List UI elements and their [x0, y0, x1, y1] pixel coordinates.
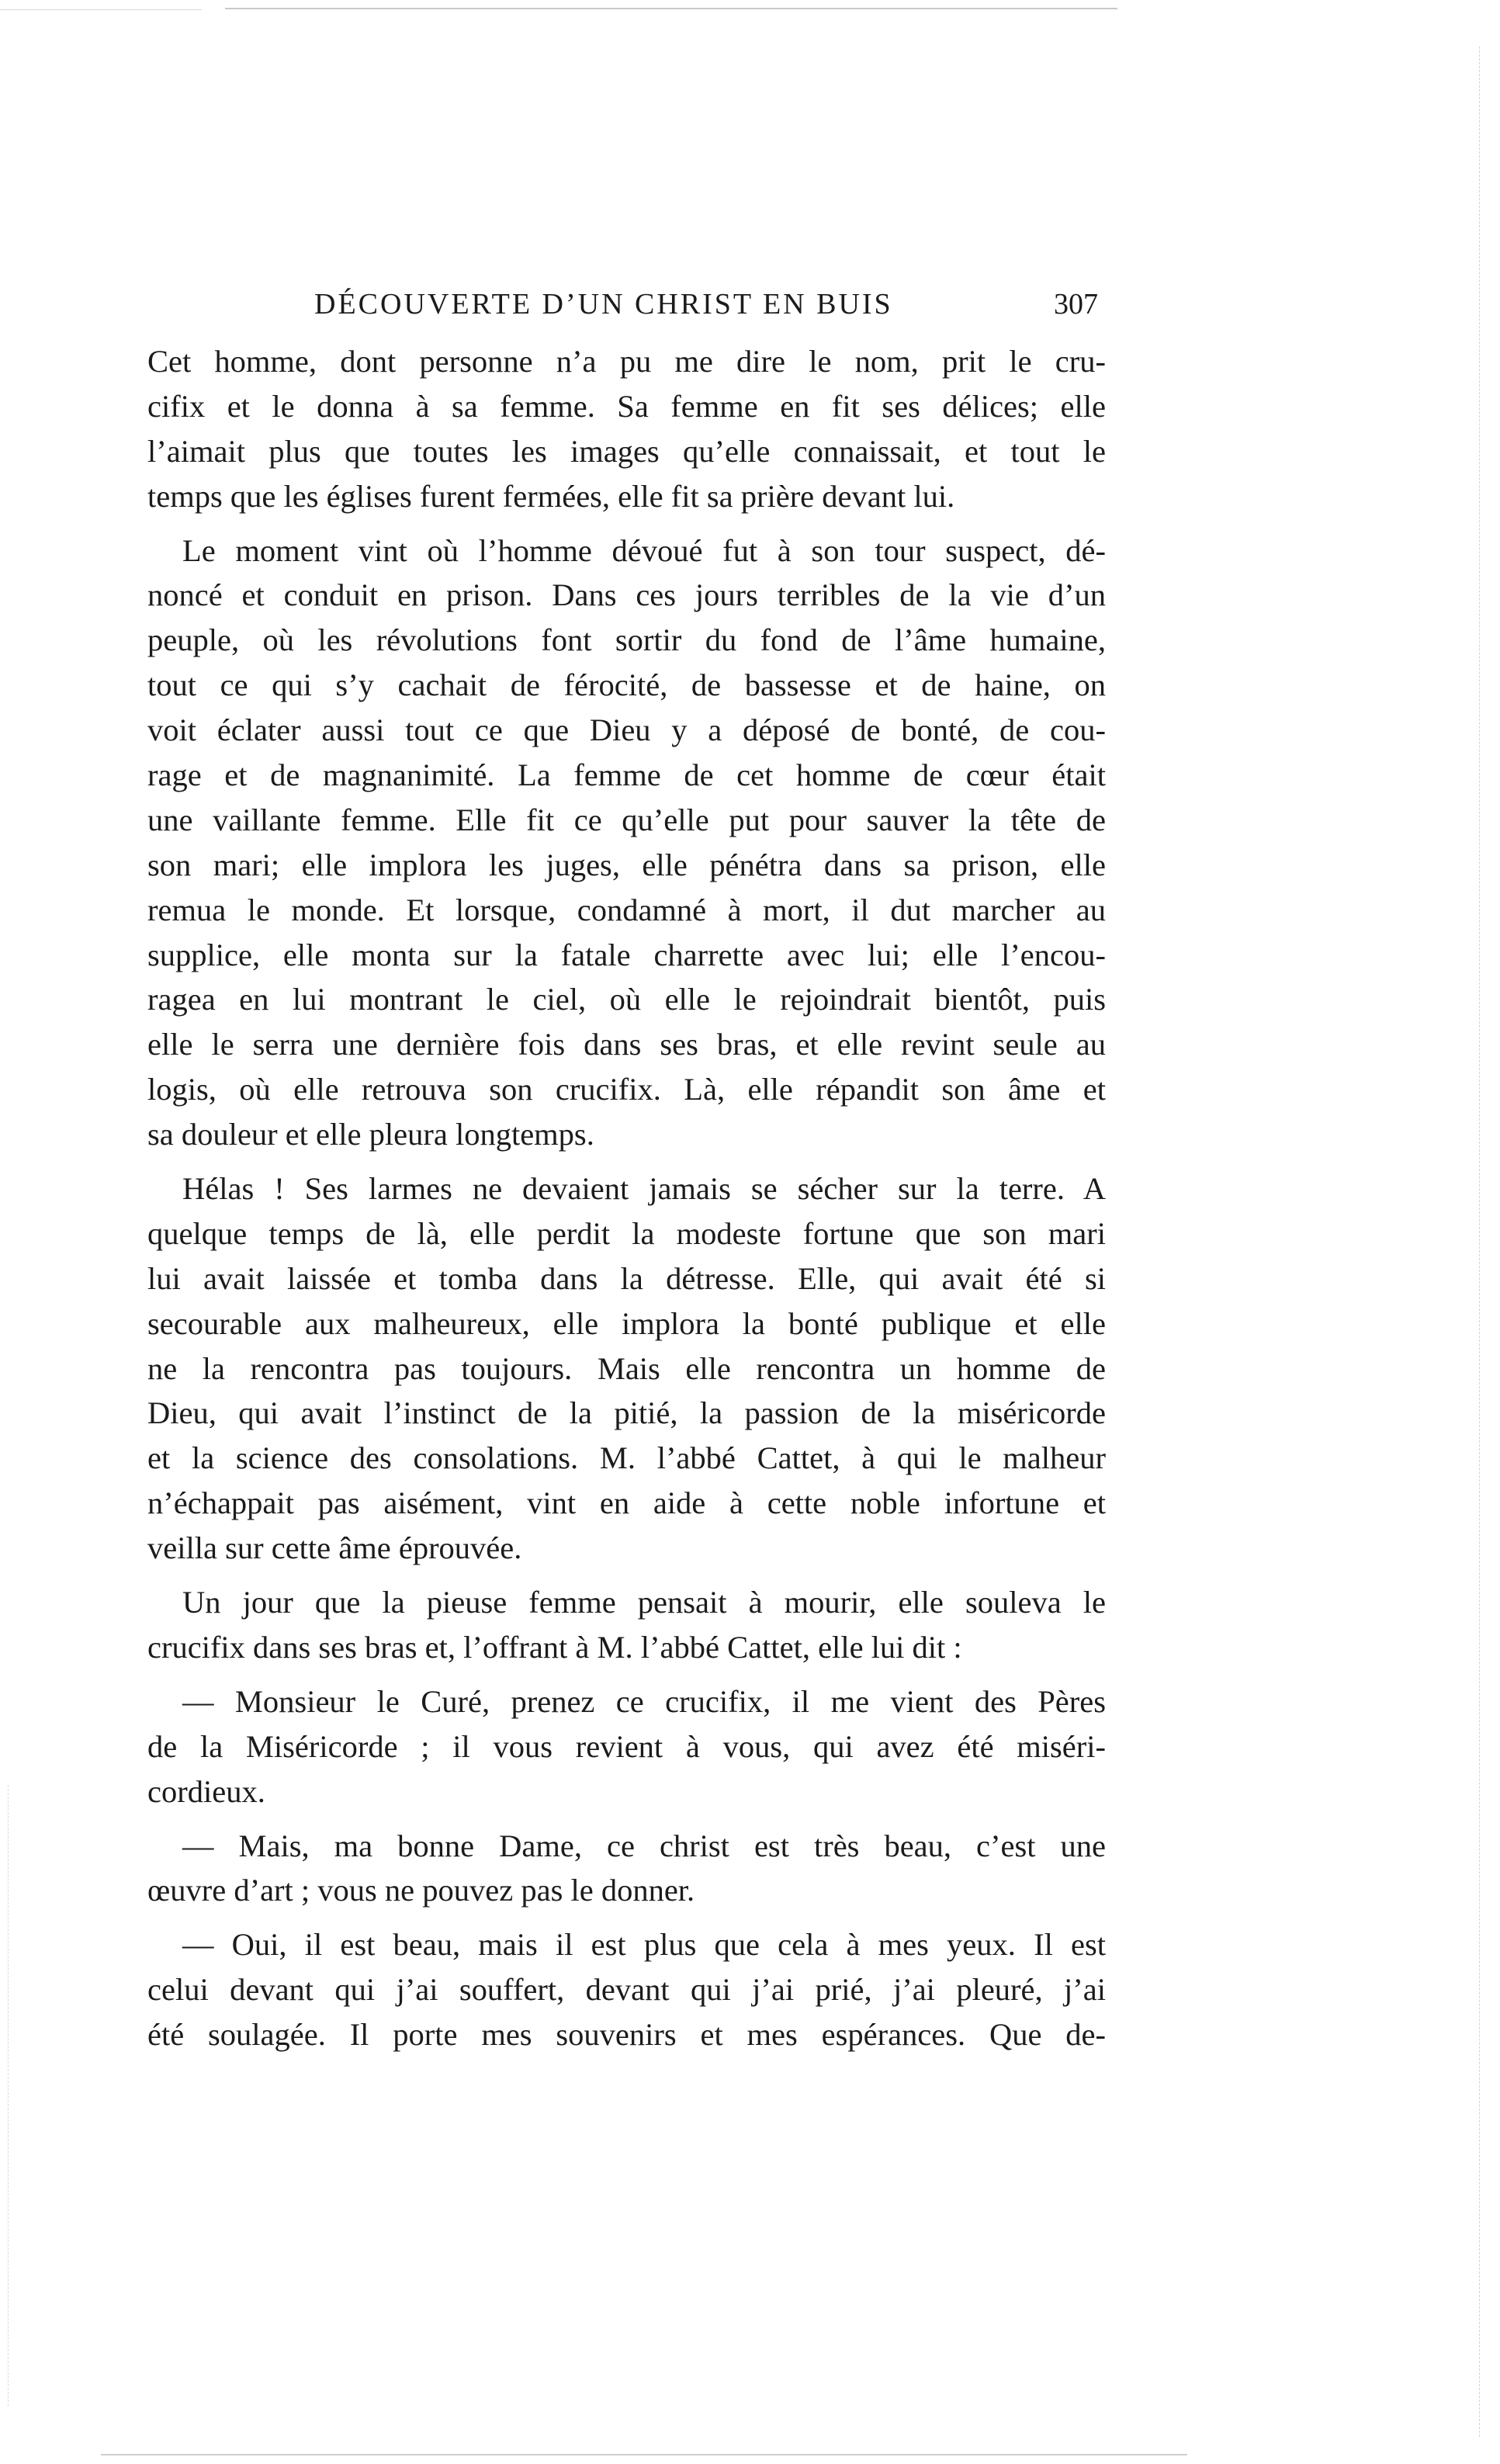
paragraph: [147, 1166, 1106, 1571]
text-line: une vaillante femme. Elle fit ce qu’elle put pour sauver la tête de: [147, 802, 1106, 837]
paragraph-gap: [147, 1670, 1106, 1679]
paragraph: [147, 1580, 1106, 1670]
text-line: l’aimait plus que toutes les images qu’elle connaissait, et tout le: [147, 433, 1106, 469]
text-line: lui avait laissée et tomba dans la détresse. Elle, qui avait été si: [147, 1260, 1106, 1296]
text-line: peuple, où les révolutions font sortir du fond de l’âme humaine,: [147, 622, 1106, 658]
text-line: cordieux.: [147, 1773, 265, 1809]
text-line: voit éclater aussi tout ce que Dieu y a déposé de bonté, de cou-: [147, 712, 1106, 748]
text-line: rage et de magnanimité. La femme de cet homme de cœur était: [147, 757, 1106, 793]
paragraph: [147, 1679, 1106, 1814]
text-line: elle le serra une dernière fois dans ses bras, et elle revint seule au: [147, 1027, 1106, 1062]
scan-edge-line-top: [225, 8, 1117, 9]
text-line: Le moment vint où l’homme dévoué fut à son tour suspect, dé-: [182, 532, 1106, 568]
scan-edge-line-bottom: [101, 2454, 1187, 2455]
paragraph-gap: [147, 1571, 1106, 1580]
text-line: été soulagée. Il porte mes souvenirs et mes espérances. Que de-: [147, 2017, 1106, 2053]
paragraph: [147, 1922, 1106, 2057]
scan-edge-line-right: [1479, 47, 1480, 2437]
text-line: secourable aux malheureux, elle implora la bonté publique et elle: [147, 1305, 1106, 1341]
text-line: supplice, elle monta sur la fatale charrette avec lui; elle l’encou-: [147, 937, 1106, 972]
text-line: veilla sur cette âme éprouvée.: [147, 1530, 522, 1566]
paragraph: [147, 339, 1106, 519]
text-line: — Oui, il est beau, mais il est plus que cela à mes yeux. Il est: [182, 1927, 1106, 1963]
text-line: — Mais, ma bonne Dame, ce christ est très beau, c’est une: [182, 1828, 1106, 1863]
text-line: Un jour que la pieuse femme pensait à mourir, elle souleva le: [182, 1585, 1106, 1620]
text-line: cifix et le donna à sa femme. Sa femme en fit ses délices; elle: [147, 388, 1106, 424]
text-line: logis, où elle retrouva son crucifix. Là, elle répandit son âme et: [147, 1072, 1106, 1107]
text-line: tout ce qui s’y cachait de férocité, de bassesse et de haine, on: [147, 667, 1106, 703]
paragraph-gap: [147, 1913, 1106, 1922]
text-line: celui devant qui j’ai souffert, devant qui j’ai prié, j’ai pleuré, j’ai: [147, 1972, 1106, 2008]
text-line: Cet homme, dont personne n’a pu me dire le nom, prit le cru-: [147, 344, 1106, 379]
text-line: n’échappait pas aisément, vint en aide à cette noble infortune et: [147, 1485, 1106, 1521]
scan-edge-line-left: [8, 1785, 9, 2406]
text-line: son mari; elle implora les juges, elle pénétra dans sa prison, elle: [147, 847, 1106, 882]
paragraph-gap: [147, 1814, 1106, 1824]
text-line: Hélas ! Ses larmes ne devaient jamais se sécher sur la terre. A: [182, 1171, 1106, 1207]
text-line: ragea en lui montrant le ciel, où elle le rejoindrait bientôt, puis: [147, 982, 1106, 1017]
text-line: quelque temps de là, elle perdit la modeste fortune que son mari: [147, 1215, 1106, 1251]
paragraph-gap: [147, 1157, 1106, 1166]
page-number: 307: [1054, 288, 1098, 321]
scan-edge-line-top-left: [0, 9, 202, 10]
text-line: œuvre d’art ; vous ne pouvez pas le donner.: [147, 1873, 695, 1908]
text-line: de la Miséricorde ; il vous revient à vous, qui avez été miséri-: [147, 1728, 1106, 1764]
text-line: temps que les églises furent fermées, elle fit sa prière devant lui.: [147, 478, 955, 514]
body-text: [147, 339, 1106, 2057]
text-line: crucifix dans ses bras et, l’offrant à M. l’abbé Cattet, elle lui dit :: [147, 1629, 962, 1665]
text-line: — Monsieur le Curé, prenez ce crucifix, il me vient des Pères: [182, 1683, 1106, 1719]
paragraph: [147, 1824, 1106, 1914]
text-line: remua le monde. Et lorsque, condamné à mort, il dut marcher au: [147, 892, 1106, 927]
text-line: ne la rencontra pas toujours. Mais elle rencontra un homme de: [147, 1350, 1106, 1386]
text-line: Dieu, qui avait l’instinct de la pitié, la passion de la miséricorde: [147, 1395, 1106, 1431]
text-line: noncé et conduit en prison. Dans ces jours terribles de la vie d’un: [147, 577, 1106, 613]
paragraph-gap: [147, 519, 1106, 528]
text-line: sa douleur et elle pleura longtemps.: [147, 1117, 594, 1152]
page-header: [299, 281, 1098, 327]
running-title: DÉCOUVERTE D’UN CHRIST EN BUIS: [314, 288, 893, 321]
text-line: et la science des consolations. M. l’abbé Cattet, à qui le malheur: [147, 1440, 1106, 1476]
paragraph: [147, 528, 1106, 1157]
